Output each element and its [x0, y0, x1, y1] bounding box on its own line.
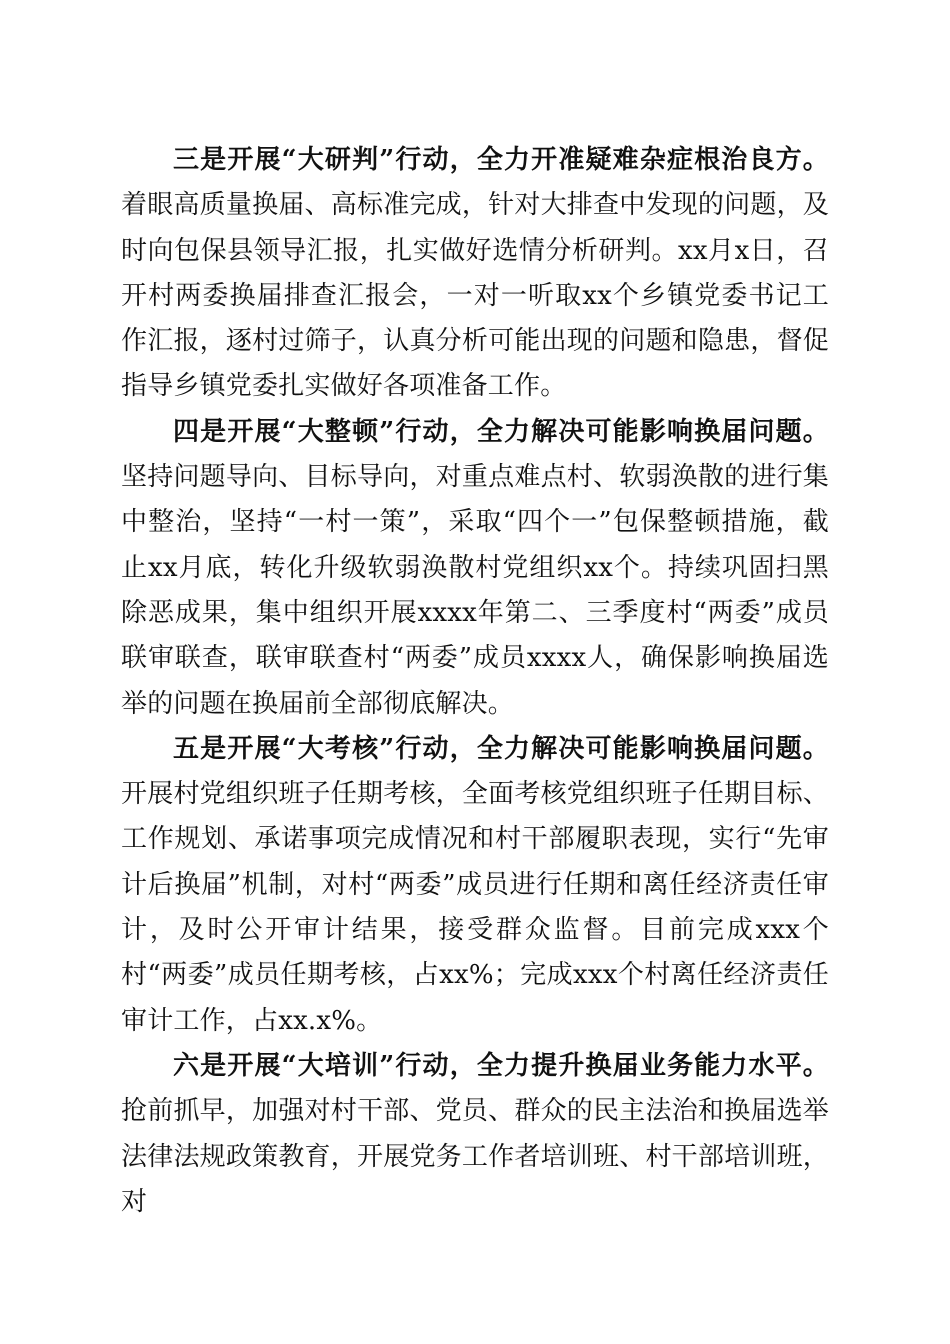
paragraph-3: [121, 138, 829, 410]
paragraph-6-body: 抢前抓早，加强对村干部、党员、群众的民主法治和换届选举法律法规政策教育，开展党务工作者培训班、村干部培训班，对: [121, 1096, 829, 1217]
paragraph-3-lead: 三是开展“大研判”行动，全力开准疑难杂症根治良方。: [173, 145, 829, 175]
paragraph-4-lead: 四是开展“大整顿”行动，全力解决可能影响换届问题。: [173, 416, 829, 447]
paragraph-5-lead: 五是开展“大考核”行动，全力解决可能影响换届问题。: [173, 733, 829, 764]
paragraph-5-body: 开展村党组织班子任期考核，全面考核党组织班子任期目标、工作规划、承诺事项完成情况和村干部履职表现，实行“先审计后换届”机制，对村“两委”成员进行任期和离任经济责任审计，及时公开审计结果，接受群众监督。目前完成xxx个村“两委”成员任期考核，占xx%；完成xxx个村离任经济责任审计工作，占xx.x%。: [121, 779, 829, 1036]
paragraph-6-lead: 六是开展“大培训”行动，全力提升换届业务能力水平。: [173, 1050, 829, 1081]
paragraph-4-body: 坚持问题导向、目标导向，对重点难点村、软弱涣散的进行集中整治，坚持“一村一策”，采取“四个一”包保整顿措施，截止xx月底，转化升级软弱涣散村党组织xx个。持续巩固扫黑除恶成果，集中组织开展xxxx年第二、三季度村“两委”成员联审联查，联审联查村“两委”成员xxxx人，确保影响换届选举的问题在换届前全部彻底解决。: [121, 462, 829, 719]
document-body: [121, 138, 829, 1225]
paragraph-3-body: 着眼高质量换届、高标准完成，针对大排查中发现的问题，及时向包保县领导汇报，扎实做好选情分析研判。xx月x日，召开村两委换届排查汇报会，一对一听取xx个乡镇党委书记工作汇报，逐村过筛子，认真分析可能出现的问题和隐患，督促指导乡镇党委扎实做好各项准备工作。: [121, 190, 829, 402]
paragraph-6: [121, 1044, 829, 1225]
paragraph-5: [121, 727, 829, 1044]
paragraph-4: [121, 410, 829, 727]
